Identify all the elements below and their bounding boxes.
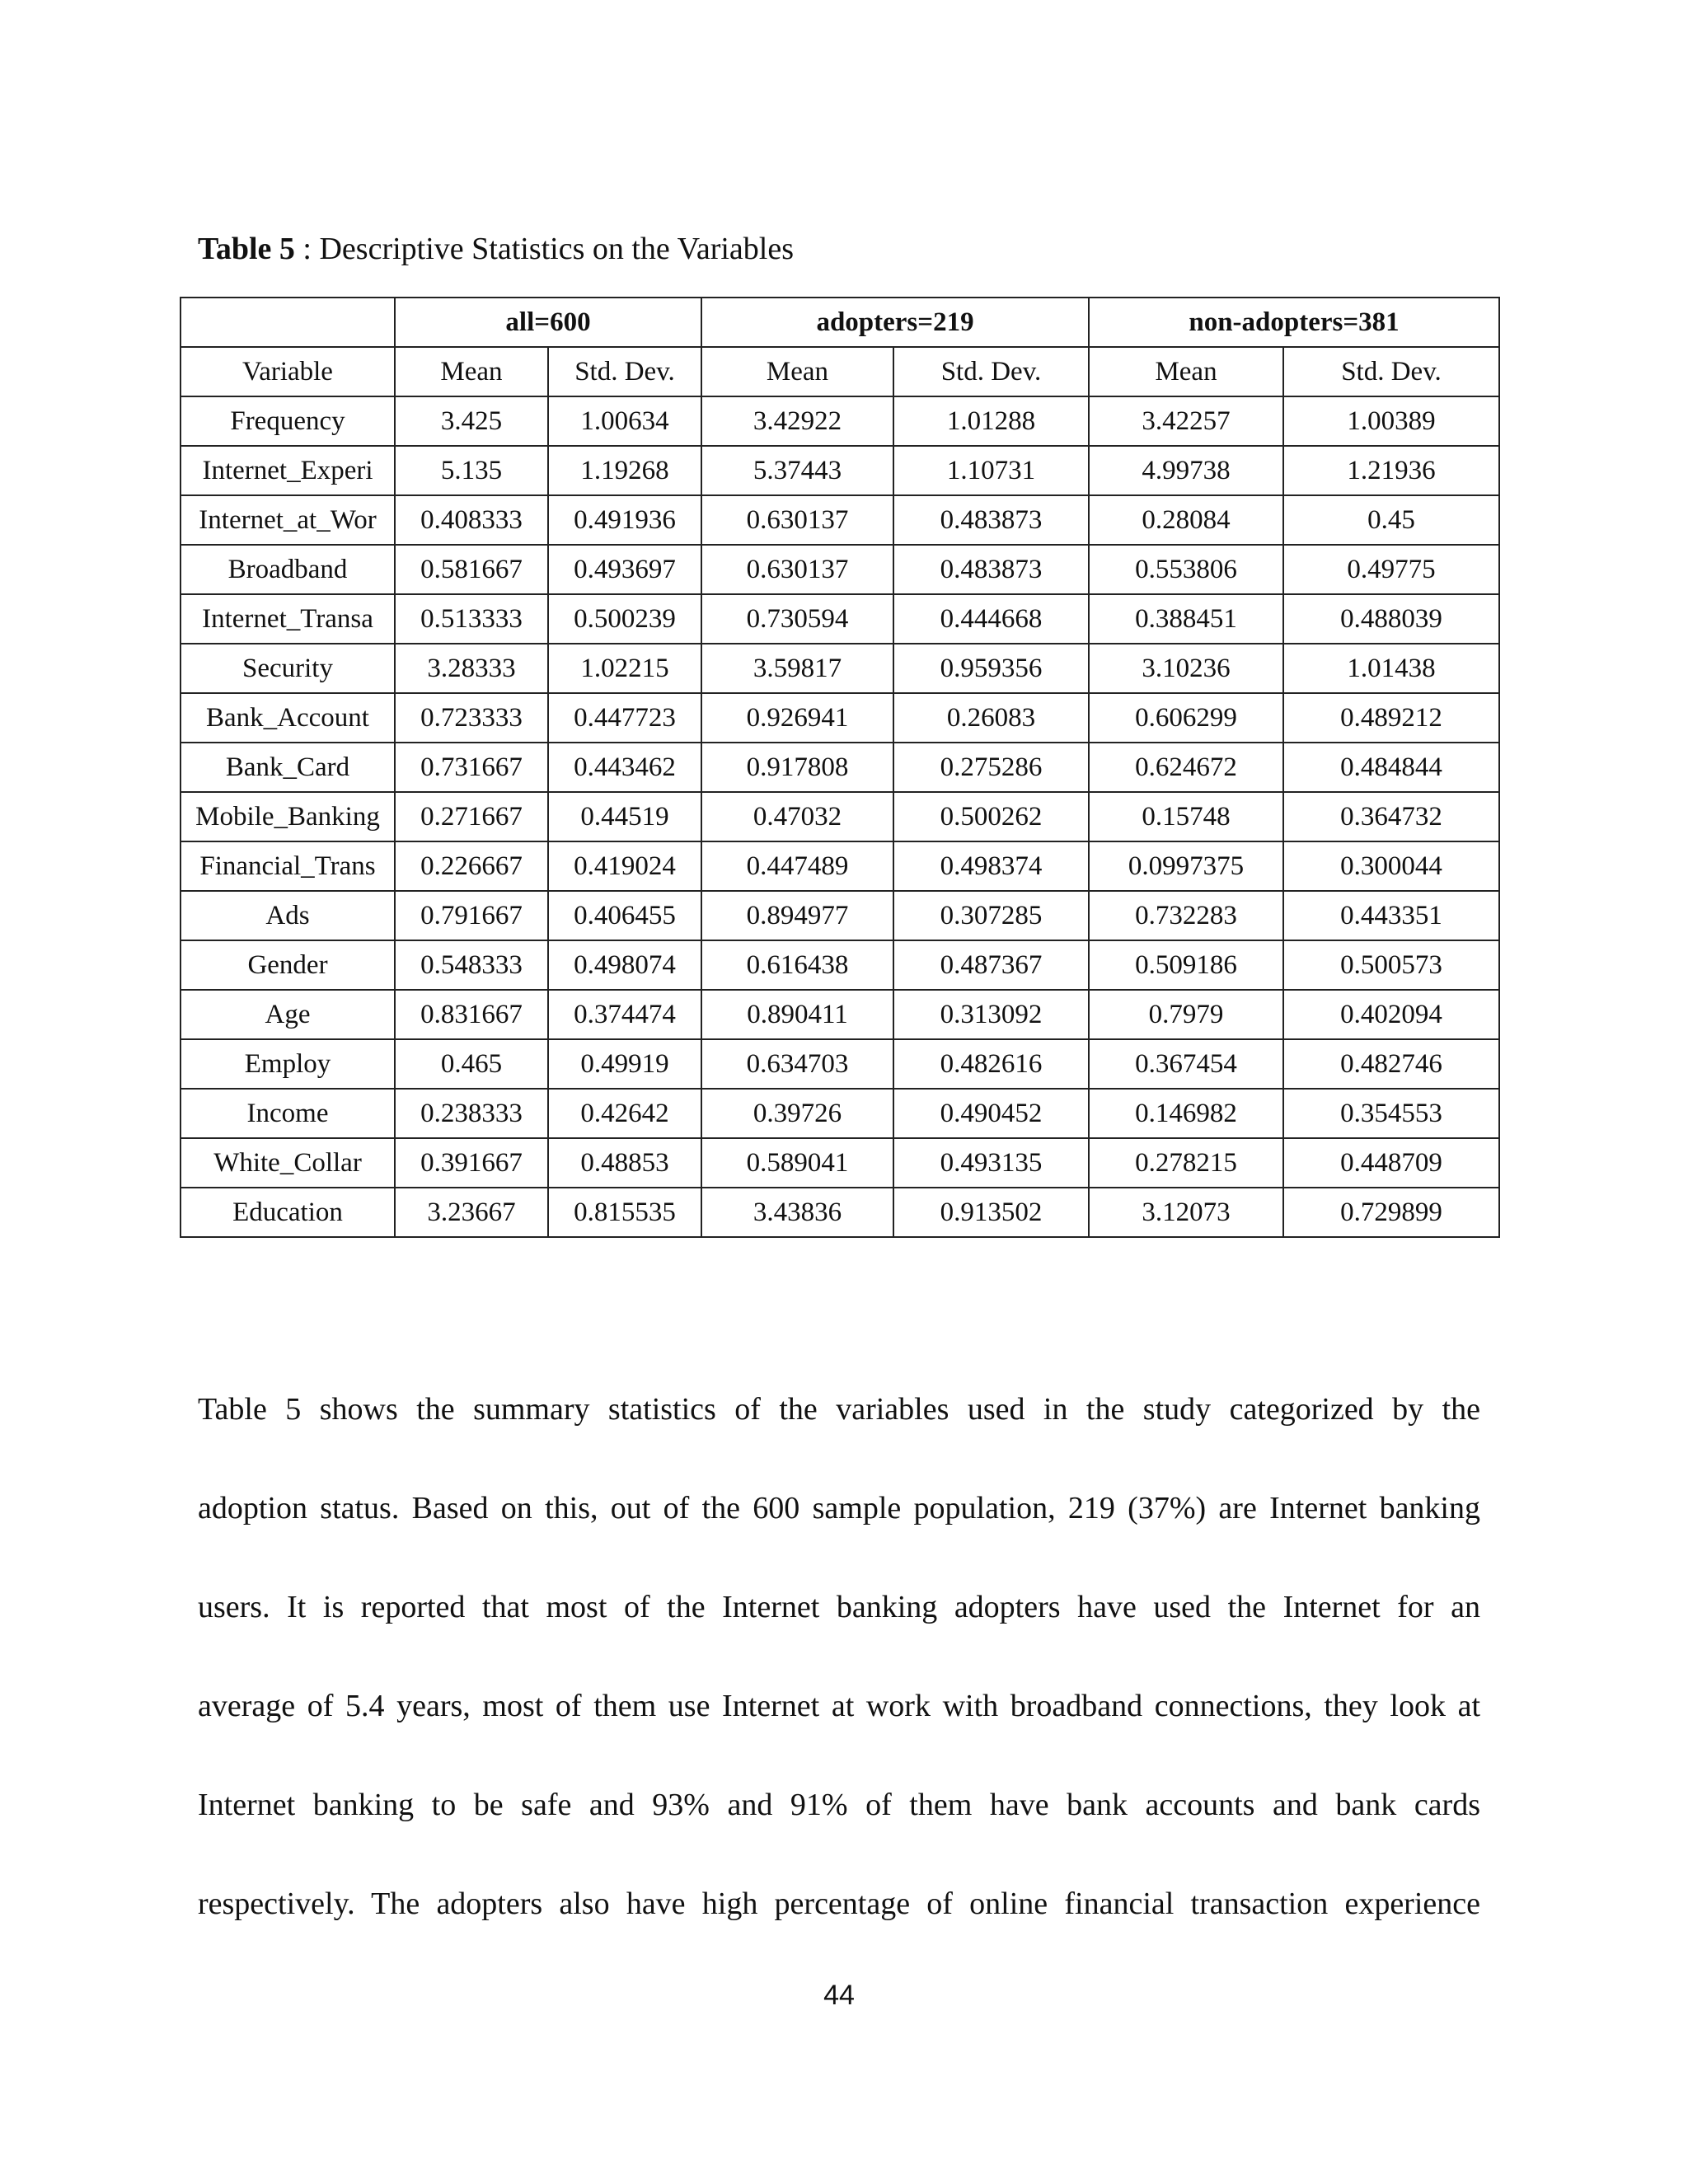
cell-non-adopters-std-dev: 0.402094	[1283, 990, 1499, 1039]
cell-all-mean: 0.465	[395, 1039, 548, 1089]
cell-all-mean: 0.791667	[395, 891, 548, 940]
cell-variable-name: Security	[181, 644, 395, 693]
cell-all-mean: 0.271667	[395, 792, 548, 841]
cell-non-adopters-std-dev: 0.729899	[1283, 1188, 1499, 1237]
cell-non-adopters-std-dev: 0.49775	[1283, 545, 1499, 594]
cell-all-std-dev: 0.447723	[548, 693, 701, 743]
group-header-non-adopters: non-adopters=381	[1089, 298, 1499, 347]
cell-adopters-mean: 3.43836	[701, 1188, 893, 1237]
descriptive-statistics-table	[180, 297, 1500, 1238]
column-header-row	[181, 347, 1499, 396]
cell-adopters-mean: 0.630137	[701, 545, 893, 594]
cell-variable-name: Broadband	[181, 545, 395, 594]
cell-adopters-mean: 0.630137	[701, 495, 893, 545]
cell-all-std-dev: 0.374474	[548, 990, 701, 1039]
cell-adopters-mean: 3.42922	[701, 396, 893, 446]
table-row	[181, 743, 1499, 792]
cell-non-adopters-mean: 0.28084	[1089, 495, 1283, 545]
cell-non-adopters-mean: 0.388451	[1089, 594, 1283, 644]
table-label: Table 5	[198, 232, 295, 266]
cell-adopters-std-dev: 0.483873	[893, 545, 1089, 594]
cell-all-mean: 0.391667	[395, 1138, 548, 1188]
cell-adopters-std-dev: 0.959356	[893, 644, 1089, 693]
column-header-std-dev: Std. Dev.	[548, 347, 701, 396]
cell-adopters-std-dev: 0.487367	[893, 940, 1089, 990]
cell-variable-name: Ads	[181, 891, 395, 940]
column-header-mean: Mean	[1089, 347, 1283, 396]
cell-non-adopters-mean: 0.0997375	[1089, 841, 1283, 891]
cell-variable-name: Internet_Experi	[181, 446, 395, 495]
cell-all-mean: 0.723333	[395, 693, 548, 743]
cell-non-adopters-std-dev: 1.00389	[1283, 396, 1499, 446]
caption-separator: :	[294, 232, 320, 266]
column-header-variable: Variable	[181, 347, 395, 396]
cell-variable-name: Mobile_Banking	[181, 792, 395, 841]
cell-adopters-std-dev: 0.444668	[893, 594, 1089, 644]
cell-adopters-mean: 0.917808	[701, 743, 893, 792]
cell-non-adopters-mean: 0.15748	[1089, 792, 1283, 841]
cell-non-adopters-std-dev: 0.484844	[1283, 743, 1499, 792]
cell-adopters-mean: 3.59817	[701, 644, 893, 693]
cell-adopters-std-dev: 0.313092	[893, 990, 1089, 1039]
table-row	[181, 495, 1499, 545]
table-row	[181, 990, 1499, 1039]
column-header-std-dev: Std. Dev.	[893, 347, 1089, 396]
table-row	[181, 940, 1499, 990]
cell-all-mean: 0.226667	[395, 841, 548, 891]
cell-variable-name: Employ	[181, 1039, 395, 1089]
cell-non-adopters-std-dev: 0.448709	[1283, 1138, 1499, 1188]
cell-all-mean: 3.28333	[395, 644, 548, 693]
cell-all-mean: 3.425	[395, 396, 548, 446]
cell-adopters-mean: 5.37443	[701, 446, 893, 495]
cell-non-adopters-mean: 0.606299	[1089, 693, 1283, 743]
cell-non-adopters-std-dev: 0.500573	[1283, 940, 1499, 990]
cell-variable-name: White_Collar	[181, 1138, 395, 1188]
cell-all-std-dev: 0.48853	[548, 1138, 701, 1188]
cell-all-mean: 5.135	[395, 446, 548, 495]
table-caption	[198, 227, 794, 270]
cell-all-mean: 0.548333	[395, 940, 548, 990]
cell-variable-name: Gender	[181, 940, 395, 990]
cell-all-mean: 0.238333	[395, 1089, 548, 1138]
cell-all-std-dev: 0.500239	[548, 594, 701, 644]
cell-non-adopters-std-dev: 0.45	[1283, 495, 1499, 545]
table-row	[181, 1089, 1499, 1138]
column-header-mean: Mean	[395, 347, 548, 396]
cell-all-std-dev: 0.44519	[548, 792, 701, 841]
cell-adopters-mean: 0.447489	[701, 841, 893, 891]
cell-variable-name: Internet_at_Wor	[181, 495, 395, 545]
paragraph-line: respectively. The adopters also have high percentage of online financial transaction experience	[198, 1886, 1480, 1921]
page-number: 44	[823, 1980, 855, 2011]
cell-all-std-dev: 0.815535	[548, 1188, 701, 1237]
cell-all-mean: 3.23667	[395, 1188, 548, 1237]
cell-non-adopters-std-dev: 1.21936	[1283, 446, 1499, 495]
table-row	[181, 792, 1499, 841]
cell-all-std-dev: 1.00634	[548, 396, 701, 446]
cell-non-adopters-mean: 0.732283	[1089, 891, 1283, 940]
table-row	[181, 693, 1499, 743]
cell-non-adopters-mean: 0.367454	[1089, 1039, 1283, 1089]
cell-variable-name: Age	[181, 990, 395, 1039]
cell-non-adopters-std-dev: 0.354553	[1283, 1089, 1499, 1138]
group-header-adopters: adopters=219	[701, 298, 1089, 347]
cell-non-adopters-mean: 0.553806	[1089, 545, 1283, 594]
table-row	[181, 891, 1499, 940]
cell-adopters-std-dev: 0.307285	[893, 891, 1089, 940]
table-row	[181, 1039, 1499, 1089]
cell-non-adopters-mean: 0.278215	[1089, 1138, 1283, 1188]
cell-adopters-std-dev: 0.493135	[893, 1138, 1089, 1188]
cell-adopters-mean: 0.894977	[701, 891, 893, 940]
cell-variable-name: Education	[181, 1188, 395, 1237]
cell-all-std-dev: 0.491936	[548, 495, 701, 545]
table-row	[181, 841, 1499, 891]
cell-adopters-mean: 0.634703	[701, 1039, 893, 1089]
cell-adopters-std-dev: 0.498374	[893, 841, 1089, 891]
cell-all-std-dev: 0.42642	[548, 1089, 701, 1138]
cell-adopters-std-dev: 0.26083	[893, 693, 1089, 743]
cell-all-std-dev: 1.02215	[548, 644, 701, 693]
cell-non-adopters-std-dev: 0.488039	[1283, 594, 1499, 644]
cell-adopters-std-dev: 0.482616	[893, 1039, 1089, 1089]
cell-all-mean: 0.831667	[395, 990, 548, 1039]
cell-non-adopters-mean: 0.146982	[1089, 1089, 1283, 1138]
cell-non-adopters-std-dev: 0.482746	[1283, 1039, 1499, 1089]
cell-non-adopters-mean: 3.12073	[1089, 1188, 1283, 1237]
cell-non-adopters-mean: 3.10236	[1089, 644, 1283, 693]
cell-all-std-dev: 1.19268	[548, 446, 701, 495]
cell-adopters-std-dev: 0.483873	[893, 495, 1089, 545]
cell-non-adopters-mean: 4.99738	[1089, 446, 1283, 495]
cell-adopters-mean: 0.589041	[701, 1138, 893, 1188]
cell-all-std-dev: 0.49919	[548, 1039, 701, 1089]
table-row	[181, 545, 1499, 594]
cell-adopters-mean: 0.926941	[701, 693, 893, 743]
cell-non-adopters-std-dev: 0.364732	[1283, 792, 1499, 841]
table-row	[181, 1188, 1499, 1237]
cell-adopters-mean: 0.39726	[701, 1089, 893, 1138]
cell-non-adopters-mean: 0.509186	[1089, 940, 1283, 990]
column-header-std-dev: Std. Dev.	[1283, 347, 1499, 396]
cell-variable-name: Bank_Account	[181, 693, 395, 743]
paragraph-line: adoption status. Based on this, out of the 600 sample population, 219 (37%) are Internet banking	[198, 1491, 1480, 1526]
cell-adopters-mean: 0.890411	[701, 990, 893, 1039]
cell-adopters-mean: 0.616438	[701, 940, 893, 990]
cell-adopters-std-dev: 0.500262	[893, 792, 1089, 841]
cell-variable-name: Income	[181, 1089, 395, 1138]
table-row	[181, 396, 1499, 446]
cell-all-mean: 0.731667	[395, 743, 548, 792]
cell-all-std-dev: 0.406455	[548, 891, 701, 940]
group-header-all: all=600	[395, 298, 701, 347]
cell-adopters-mean: 0.730594	[701, 594, 893, 644]
body-paragraph	[198, 1360, 1480, 1953]
cell-all-std-dev: 0.493697	[548, 545, 701, 594]
group-header-row	[181, 298, 1499, 347]
cell-non-adopters-std-dev: 0.300044	[1283, 841, 1499, 891]
column-header-mean: Mean	[701, 347, 893, 396]
table-row	[181, 594, 1499, 644]
cell-all-std-dev: 0.443462	[548, 743, 701, 792]
cell-variable-name: Financial_Trans	[181, 841, 395, 891]
cell-all-std-dev: 0.419024	[548, 841, 701, 891]
table-row	[181, 1138, 1499, 1188]
cell-all-mean: 0.408333	[395, 495, 548, 545]
paragraph-line: Internet banking to be safe and 93% and 91% of them have bank accounts and bank cards	[198, 1788, 1480, 1822]
cell-adopters-mean: 0.47032	[701, 792, 893, 841]
empty-header-cell	[181, 298, 395, 347]
cell-non-adopters-std-dev: 0.489212	[1283, 693, 1499, 743]
cell-all-mean: 0.513333	[395, 594, 548, 644]
table-row	[181, 446, 1499, 495]
cell-all-mean: 0.581667	[395, 545, 548, 594]
paragraph-line: average of 5.4 years, most of them use Internet at work with broadband connections, they look at	[198, 1689, 1480, 1723]
cell-variable-name: Bank_Card	[181, 743, 395, 792]
cell-non-adopters-mean: 0.624672	[1089, 743, 1283, 792]
cell-adopters-std-dev: 0.913502	[893, 1188, 1089, 1237]
cell-non-adopters-mean: 3.42257	[1089, 396, 1283, 446]
cell-non-adopters-std-dev: 0.443351	[1283, 891, 1499, 940]
cell-adopters-std-dev: 1.10731	[893, 446, 1089, 495]
cell-adopters-std-dev: 0.490452	[893, 1089, 1089, 1138]
cell-all-std-dev: 0.498074	[548, 940, 701, 990]
paragraph-line: users. It is reported that most of the Internet banking adopters have used the Internet for an	[198, 1590, 1480, 1624]
cell-non-adopters-mean: 0.7979	[1089, 990, 1283, 1039]
table-body	[181, 347, 1499, 1237]
cell-variable-name: Internet_Transa	[181, 594, 395, 644]
cell-variable-name: Frequency	[181, 396, 395, 446]
table-row	[181, 644, 1499, 693]
table-title: Descriptive Statistics on the Variables	[319, 232, 794, 266]
cell-adopters-std-dev: 1.01288	[893, 396, 1089, 446]
paragraph-line: Table 5 shows the summary statistics of the variables used in the study categorized by the	[198, 1392, 1480, 1427]
cell-non-adopters-std-dev: 1.01438	[1283, 644, 1499, 693]
cell-adopters-std-dev: 0.275286	[893, 743, 1089, 792]
